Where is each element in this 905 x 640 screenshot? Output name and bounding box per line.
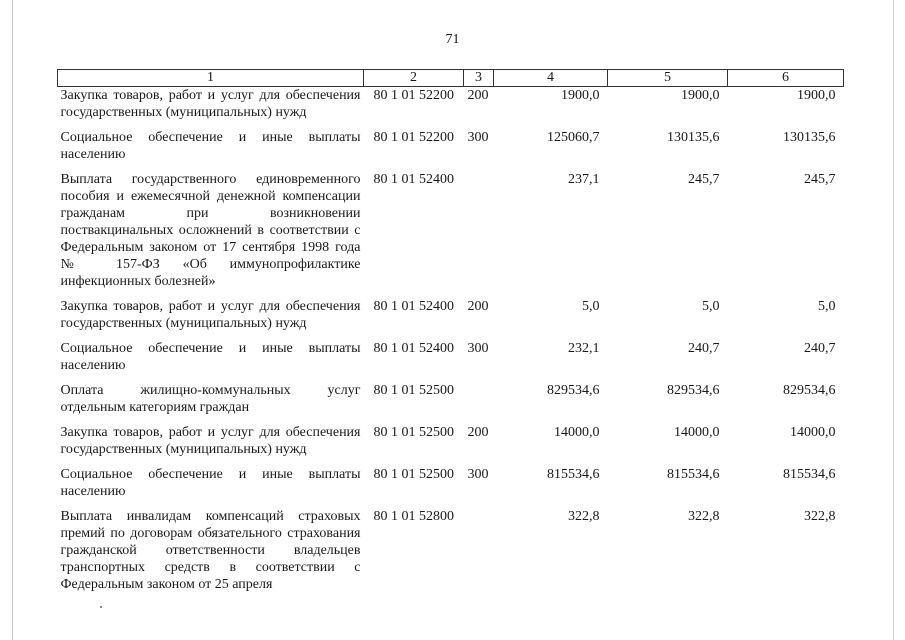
table-row	[58, 508, 844, 601]
header-col-1: 1	[58, 70, 364, 87]
table-header	[58, 70, 844, 87]
budget-table	[57, 69, 844, 601]
row-value-col4: 1900,0	[561, 88, 600, 103]
row-value-col5: 5,0	[702, 299, 720, 314]
row-value-col6: 14000,0	[790, 425, 836, 440]
row-value-col4: 5,0	[582, 299, 600, 314]
header-row	[58, 70, 844, 87]
row-target-code: 80 1 01 52200	[373, 130, 454, 145]
scan-dot	[100, 606, 102, 608]
row-value-col5: 815534,6	[667, 467, 720, 482]
table-row	[58, 466, 844, 508]
row-value-col6: 829534,6	[783, 383, 836, 398]
header-col-2: 2	[364, 70, 464, 87]
row-expense-type: 300	[467, 467, 489, 482]
row-value-col4: 125060,7	[547, 130, 600, 145]
row-target-code: 80 1 01 52400	[373, 341, 454, 356]
row-expense-type: 200	[467, 299, 489, 314]
row-value-col4: 14000,0	[554, 425, 600, 440]
row-expense-type: 200	[467, 425, 489, 440]
row-target-code: 80 1 01 52500	[373, 425, 454, 440]
row-target-code: 80 1 01 52500	[373, 467, 454, 482]
row-expense-type: 200	[467, 88, 489, 103]
row-value-col5: 1900,0	[681, 88, 720, 103]
row-description: Выплата государственного единовременного пособия и ежемесячной денежной компенсации гражданам при возникновении поствакцинальных осложнений в соответствии с Федеральным законом от 17 сентября 1998 года № 157-ФЗ «Об иммунопрофилактике инфекционных болезней»	[60, 172, 361, 289]
row-value-col5: 245,7	[688, 172, 720, 187]
table-row	[58, 298, 844, 340]
row-value-col4: 829534,6	[547, 383, 600, 398]
row-expense-type: 300	[467, 130, 489, 145]
row-value-col4: 232,1	[568, 341, 600, 356]
row-description: Выплата инвалидам компенсаций страховых премий по договорам обязательного страхования гражданской ответственности владельцев транспортных средств в соответствии с Федеральным законом от 25 апреля	[60, 509, 361, 592]
row-value-col4: 815534,6	[547, 467, 600, 482]
table-row	[58, 129, 844, 171]
row-expense-type	[464, 508, 494, 601]
row-target-code: 80 1 01 52400	[373, 172, 454, 187]
table-row	[58, 171, 844, 298]
row-value-col6: 815534,6	[783, 467, 836, 482]
row-description: Оплата жилищно-коммунальных услуг отдельным категориям граждан	[60, 383, 361, 415]
table-row	[58, 382, 844, 424]
table-body	[58, 87, 844, 602]
header-col-3: 3	[464, 70, 494, 87]
row-target-code: 80 1 01 52400	[373, 299, 454, 314]
row-description: Закупка товаров, работ и услуг для обеспечения государственных (муниципальных) нужд	[60, 88, 361, 120]
row-expense-type	[464, 171, 494, 298]
row-target-code: 80 1 01 52800	[373, 509, 454, 524]
row-value-col6: 5,0	[818, 299, 836, 314]
header-col-6: 6	[728, 70, 844, 87]
row-value-col6: 1900,0	[797, 88, 836, 103]
row-description: Социальное обеспечение и иные выплаты населению	[60, 130, 361, 162]
row-value-col6: 240,7	[804, 341, 836, 356]
row-value-col5: 829534,6	[667, 383, 720, 398]
row-description: Закупка товаров, работ и услуг для обеспечения государственных (муниципальных) нужд	[60, 299, 361, 331]
row-value-col6: 322,8	[804, 509, 836, 524]
row-target-code: 80 1 01 52200	[373, 88, 454, 103]
row-value-col5: 14000,0	[674, 425, 720, 440]
row-description: Закупка товаров, работ и услуг для обеспечения государственных (муниципальных) нужд	[60, 425, 361, 457]
row-value-col5: 130135,6	[667, 130, 720, 145]
row-value-col4: 322,8	[568, 509, 600, 524]
table-row	[58, 424, 844, 466]
row-value-col6: 245,7	[804, 172, 836, 187]
row-expense-type: 300	[467, 341, 489, 356]
row-expense-type	[464, 382, 494, 424]
row-value-col4: 237,1	[568, 172, 600, 187]
row-target-code: 80 1 01 52500	[373, 383, 454, 398]
header-col-4: 4	[494, 70, 608, 87]
row-description: Социальное обеспечение и иные выплаты населению	[60, 341, 361, 373]
row-value-col5: 240,7	[688, 341, 720, 356]
scan-edge-left	[12, 0, 13, 640]
header-col-5: 5	[608, 70, 728, 87]
row-value-col6: 130135,6	[783, 130, 836, 145]
row-value-col5: 322,8	[688, 509, 720, 524]
page-number: 71	[445, 32, 460, 47]
row-description: Социальное обеспечение и иные выплаты населению	[60, 467, 361, 499]
scan-edge-right	[893, 0, 894, 640]
table-row	[58, 87, 844, 130]
table-row	[58, 340, 844, 382]
